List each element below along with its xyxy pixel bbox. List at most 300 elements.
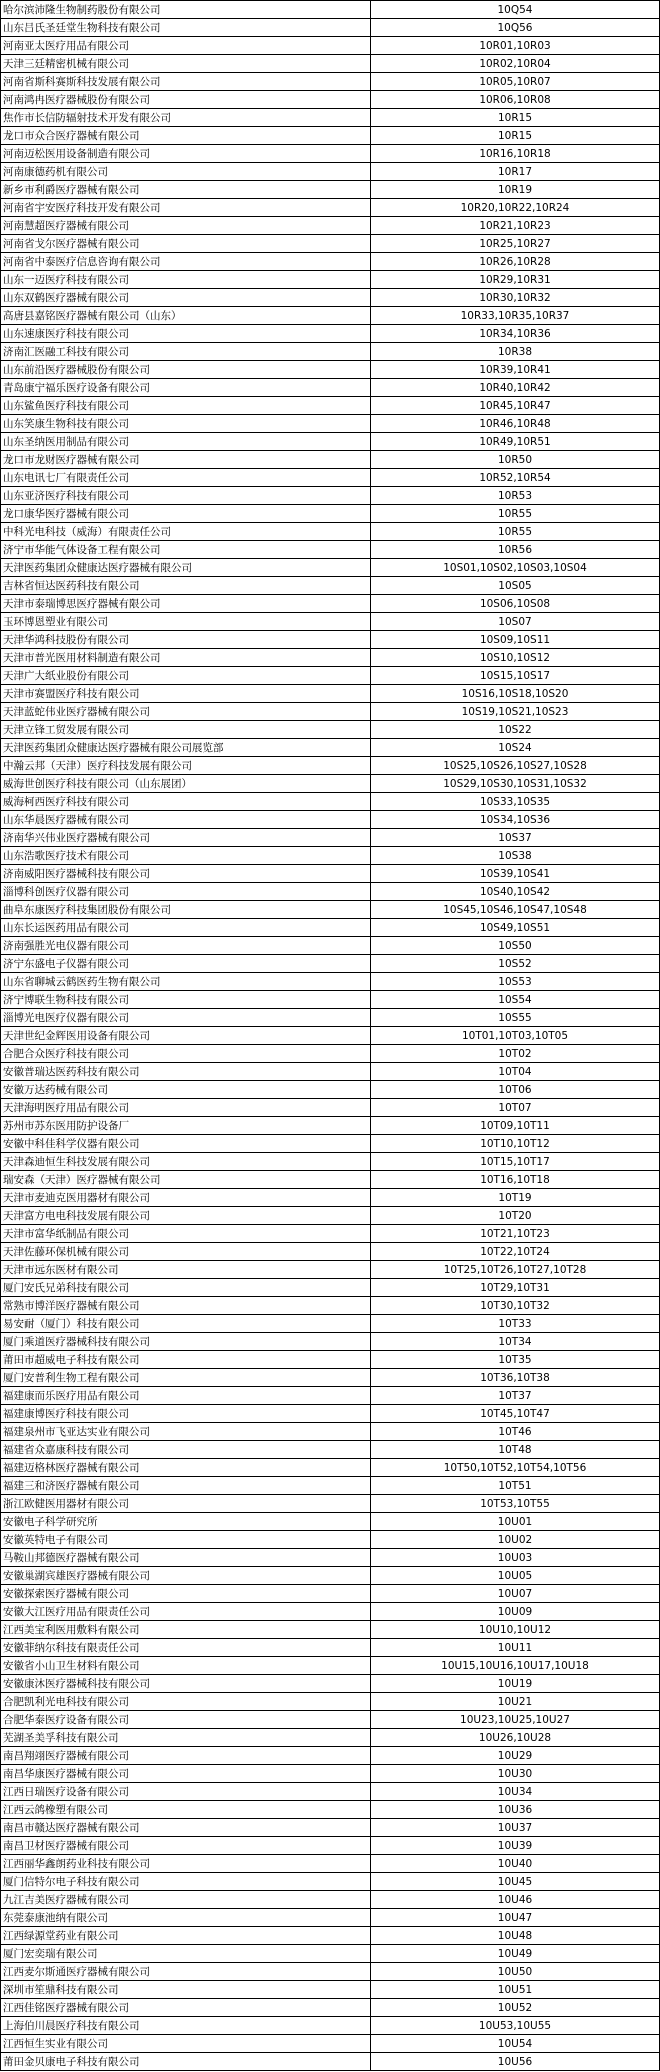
company-name-cell: 安徽康沐医疗器械科技有限公司 (1, 1675, 371, 1693)
company-name-cell: 福建迈格林医疗器械有限公司 (1, 1459, 371, 1477)
company-name-cell: 龙口市龙财医疗器械有限公司 (1, 451, 371, 469)
company-name-cell: 常熟市博洋医疗器械有限公司 (1, 1297, 371, 1315)
booth-number-cell: 10T36,10T38 (371, 1369, 660, 1387)
table-row (1, 2053, 660, 2071)
company-name-cell: 山东一迈医疗科技有限公司 (1, 271, 371, 289)
table-row (1, 289, 660, 307)
company-name-cell: 济宁博联生物科技有限公司 (1, 991, 371, 1009)
table-row (1, 487, 660, 505)
company-name-cell: 山东电讯七厂有限责任公司 (1, 469, 371, 487)
table-row (1, 577, 660, 595)
table-row (1, 325, 660, 343)
booth-number-cell: 10R01,10R03 (371, 37, 660, 55)
table-row (1, 2017, 660, 2035)
booth-number-cell: 10U30 (371, 1765, 660, 1783)
company-name-cell: 苏州市苏东医用防护设备厂 (1, 1117, 371, 1135)
table-row (1, 1855, 660, 1873)
table-row (1, 1207, 660, 1225)
company-name-cell: 天津市麦迪克医用器材有限公司 (1, 1189, 371, 1207)
table-row (1, 523, 660, 541)
company-name-cell: 济南汇医融工科技有限公司 (1, 343, 371, 361)
company-name-cell: 天津市赛盟医疗科技有限公司 (1, 685, 371, 703)
booth-number-cell: 10U29 (371, 1747, 660, 1765)
company-name-cell: 河南亚太医疗用品有限公司 (1, 37, 371, 55)
table-row (1, 217, 660, 235)
company-name-cell: 九江吉美医疗器械有限公司 (1, 1891, 371, 1909)
table-row (1, 469, 660, 487)
company-name-cell: 江西日瑞医疗设备有限公司 (1, 1783, 371, 1801)
booth-number-cell: 10U07 (371, 1585, 660, 1603)
table-row (1, 73, 660, 91)
company-name-cell: 厦门乘道医疗器械科技有限公司 (1, 1333, 371, 1351)
table-row (1, 559, 660, 577)
table-row (1, 865, 660, 883)
table-row (1, 1927, 660, 1945)
booth-number-cell: 10U03 (371, 1549, 660, 1567)
table-row (1, 1801, 660, 1819)
booth-number-cell: 10T09,10T11 (371, 1117, 660, 1135)
company-name-cell: 深圳市笙鼎科技有限公司 (1, 1981, 371, 1999)
table-row (1, 1279, 660, 1297)
table-row (1, 235, 660, 253)
booth-number-cell: 10R02,10R04 (371, 55, 660, 73)
booth-number-cell: 10T10,10T12 (371, 1135, 660, 1153)
table-row (1, 1729, 660, 1747)
company-name-cell: 天津森迪恒生科技发展有限公司 (1, 1153, 371, 1171)
booth-number-cell: 10S39,10S41 (371, 865, 660, 883)
company-name-cell: 南昌华康医疗器械有限公司 (1, 1765, 371, 1783)
table-row (1, 793, 660, 811)
company-name-cell: 济宁东盛电子仪器有限公司 (1, 955, 371, 973)
booth-number-cell: 10U01 (371, 1513, 660, 1531)
table-row (1, 1333, 660, 1351)
company-name-cell: 高唐县嘉铭医疗器械有限公司（山东） (1, 307, 371, 325)
company-name-cell: 山东圣纳医用制品有限公司 (1, 433, 371, 451)
booth-number-cell: 10T25,10T26,10T27,10T28 (371, 1261, 660, 1279)
booth-number-cell: 10U19 (371, 1675, 660, 1693)
booth-number-cell: 10T07 (371, 1099, 660, 1117)
table-row (1, 1765, 660, 1783)
booth-number-cell: 10S49,10S51 (371, 919, 660, 937)
table-row (1, 1675, 660, 1693)
company-name-cell: 龙口市众合医疗器械有限公司 (1, 127, 371, 145)
company-name-cell: 河南迈松医用设备制造有限公司 (1, 145, 371, 163)
booth-number-cell: 10S37 (371, 829, 660, 847)
booth-number-cell: 10U45 (371, 1873, 660, 1891)
company-name-cell: 威海世创医疗科技有限公司（山东展团） (1, 775, 371, 793)
booth-number-cell: 10R49,10R51 (371, 433, 660, 451)
table-row (1, 901, 660, 919)
table-row (1, 1441, 660, 1459)
table-row (1, 271, 660, 289)
table-row (1, 595, 660, 613)
table-row (1, 631, 660, 649)
booth-number-cell: 10R26,10R28 (371, 253, 660, 271)
company-name-cell: 江西美宝利医用敷料有限公司 (1, 1621, 371, 1639)
company-name-cell: 南昌卫材医疗器械有限公司 (1, 1837, 371, 1855)
company-name-cell: 玉环博恩塑业有限公司 (1, 613, 371, 631)
table-row (1, 1459, 660, 1477)
company-name-cell: 济南强胜光电仪器有限公司 (1, 937, 371, 955)
booth-number-cell: 10T37 (371, 1387, 660, 1405)
table-row (1, 1297, 660, 1315)
company-name-cell: 山东浩歌医疗技术有限公司 (1, 847, 371, 865)
booth-number-cell: 10T51 (371, 1477, 660, 1495)
table-row (1, 505, 660, 523)
booth-number-cell: 10S01,10S02,10S03,10S04 (371, 559, 660, 577)
table-row (1, 721, 660, 739)
table-row (1, 1639, 660, 1657)
table-row (1, 1315, 660, 1333)
booth-number-cell: 10U05 (371, 1567, 660, 1585)
table-row (1, 1693, 660, 1711)
company-name-cell: 南昌市赣达医疗器械有限公司 (1, 1819, 371, 1837)
table-row (1, 1837, 660, 1855)
booth-number-cell: 10S25,10S26,10S27,10S28 (371, 757, 660, 775)
company-name-cell: 江西绿源堂药业有限公司 (1, 1927, 371, 1945)
company-name-cell: 天津蓝蛇伟业医疗器械有限公司 (1, 703, 371, 721)
booth-number-cell: 10U39 (371, 1837, 660, 1855)
table-row (1, 1621, 660, 1639)
booth-number-cell: 10U11 (371, 1639, 660, 1657)
booth-number-cell: 10R30,10R32 (371, 289, 660, 307)
booth-number-cell: 10U37 (371, 1819, 660, 1837)
booth-number-cell: 10S10,10S12 (371, 649, 660, 667)
company-name-cell: 东莞泰康池纳有限公司 (1, 1909, 371, 1927)
table-row (1, 1117, 660, 1135)
booth-number-cell: 10S45,10S46,10S47,10S48 (371, 901, 660, 919)
booth-number-cell: 10R40,10R42 (371, 379, 660, 397)
booth-number-cell: 10U52 (371, 1999, 660, 2017)
table-row (1, 181, 660, 199)
booth-number-cell: 10S16,10S18,10S20 (371, 685, 660, 703)
company-name-cell: 马鞍山邦德医疗器械有限公司 (1, 1549, 371, 1567)
booth-number-cell: 10S15,10S17 (371, 667, 660, 685)
booth-number-cell: 10U46 (371, 1891, 660, 1909)
company-name-cell: 福建康博医疗科技有限公司 (1, 1405, 371, 1423)
table-row (1, 451, 660, 469)
table-row (1, 1495, 660, 1513)
table-row (1, 955, 660, 973)
company-name-cell: 山东双鹤医疗器械有限公司 (1, 289, 371, 307)
company-name-cell: 厦门信特尔电子科技有限公司 (1, 1873, 371, 1891)
company-name-cell: 芜湖圣美孚科技有限公司 (1, 1729, 371, 1747)
table-row (1, 415, 660, 433)
table-row (1, 1045, 660, 1063)
company-name-cell: 山东笑康生物科技有限公司 (1, 415, 371, 433)
booth-number-cell: 10S52 (371, 955, 660, 973)
company-name-cell: 天津海明医疗用品有限公司 (1, 1099, 371, 1117)
booth-number-cell: 10S07 (371, 613, 660, 631)
booth-number-cell: 10T01,10T03,10T05 (371, 1027, 660, 1045)
table-row (1, 127, 660, 145)
booth-number-cell: 10S22 (371, 721, 660, 739)
booth-number-cell: 10U23,10U25,10U27 (371, 1711, 660, 1729)
booth-number-cell: 10U48 (371, 1927, 660, 1945)
company-name-cell: 天津市泰瑞博思医疗器械有限公司 (1, 595, 371, 613)
booth-number-cell: 10R29,10R31 (371, 271, 660, 289)
company-name-cell: 江西恒生实业有限公司 (1, 2035, 371, 2053)
booth-number-cell: 10S19,10S21,10S23 (371, 703, 660, 721)
booth-number-cell: 10R21,10R23 (371, 217, 660, 235)
booth-number-cell: 10T50,10T52,10T54,10T56 (371, 1459, 660, 1477)
company-name-cell: 河南康德药机有限公司 (1, 163, 371, 181)
table-row (1, 307, 660, 325)
company-name-cell: 福建康而乐医疗用品有限公司 (1, 1387, 371, 1405)
company-name-cell: 厦门宏奕瑞有限公司 (1, 1945, 371, 1963)
booth-number-cell: 10R19 (371, 181, 660, 199)
booth-number-cell: 10R15 (371, 109, 660, 127)
company-name-cell: 山东吕氏圣廷堂生物科技有限公司 (1, 19, 371, 37)
company-name-cell: 山东速康医疗科技有限公司 (1, 325, 371, 343)
table-row (1, 1387, 660, 1405)
company-name-cell: 天津富方电电科技发展有限公司 (1, 1207, 371, 1225)
table-row (1, 361, 660, 379)
booth-number-cell: 10S55 (371, 1009, 660, 1027)
table-row (1, 1099, 660, 1117)
booth-number-cell: 10T15,10T17 (371, 1153, 660, 1171)
booth-number-cell: 10U15,10U16,10U17,10U18 (371, 1657, 660, 1675)
company-name-cell: 天津广大纸业股份有限公司 (1, 667, 371, 685)
table-row (1, 1567, 660, 1585)
table-row (1, 1135, 660, 1153)
table-row (1, 379, 660, 397)
table-row (1, 739, 660, 757)
table-row (1, 1351, 660, 1369)
booth-number-cell: 10S06,10S08 (371, 595, 660, 613)
table-row (1, 1225, 660, 1243)
company-name-cell: 安徽菲纳尔科技有限责任公司 (1, 1639, 371, 1657)
table-body (1, 1, 660, 2071)
booth-number-cell: 10R45,10R47 (371, 397, 660, 415)
table-row (1, 1171, 660, 1189)
booth-number-cell: 10T33 (371, 1315, 660, 1333)
company-name-cell: 山东前沿医疗器械股份有限公司 (1, 361, 371, 379)
company-name-cell: 威海柯西医疗科技有限公司 (1, 793, 371, 811)
table-row (1, 19, 660, 37)
company-name-cell: 河南省戈尔医疗器械有限公司 (1, 235, 371, 253)
booth-number-cell: 10U02 (371, 1531, 660, 1549)
booth-number-cell: 10U53,10U55 (371, 2017, 660, 2035)
table-row (1, 1963, 660, 1981)
table-row (1, 1063, 660, 1081)
company-name-cell: 瑞安森（天津）医疗器械有限公司 (1, 1171, 371, 1189)
booth-number-cell: 10R52,10R54 (371, 469, 660, 487)
table-row (1, 811, 660, 829)
company-name-cell: 吉林省恒达医药科技有限公司 (1, 577, 371, 595)
table-row (1, 991, 660, 1009)
company-name-cell: 安徽万达药械有限公司 (1, 1081, 371, 1099)
table-row (1, 1531, 660, 1549)
booth-number-cell: 10T30,10T32 (371, 1297, 660, 1315)
company-name-cell: 青岛康宁福乐医疗设备有限公司 (1, 379, 371, 397)
company-name-cell: 河南省宇安医疗科技开发有限公司 (1, 199, 371, 217)
company-name-cell: 哈尔滨沛隆生物制药股份有限公司 (1, 1, 371, 19)
booth-number-cell: 10R06,10R08 (371, 91, 660, 109)
company-name-cell: 山东鲨鱼医疗科技有限公司 (1, 397, 371, 415)
company-name-cell: 河南省中泰医疗信息咨询有限公司 (1, 253, 371, 271)
booth-number-cell: 10T02 (371, 1045, 660, 1063)
booth-number-cell: 10T29,10T31 (371, 1279, 660, 1297)
booth-number-cell: 10Q54 (371, 1, 660, 19)
table-row (1, 1261, 660, 1279)
table-row (1, 1243, 660, 1261)
company-name-cell: 安徽普瑞达医药科技有限公司 (1, 1063, 371, 1081)
booth-number-cell: 10R05,10R07 (371, 73, 660, 91)
company-name-cell: 淄博光电医疗仪器有限公司 (1, 1009, 371, 1027)
booth-number-cell: 10S33,10S35 (371, 793, 660, 811)
table-row (1, 1081, 660, 1099)
table-row (1, 55, 660, 73)
company-name-cell: 中科光电科技（威海）有限责任公司 (1, 523, 371, 541)
table-row (1, 343, 660, 361)
company-name-cell: 上海伯川晨医疗科技有限公司 (1, 2017, 371, 2035)
company-name-cell: 山东省聊城云鹤医药生物有限公司 (1, 973, 371, 991)
booth-number-cell: 10T53,10T55 (371, 1495, 660, 1513)
booth-number-cell: 10R46,10R48 (371, 415, 660, 433)
table-row (1, 1189, 660, 1207)
company-name-cell: 天津华鸿科技股份有限公司 (1, 631, 371, 649)
company-name-cell: 厦门安普利生物工程有限公司 (1, 1369, 371, 1387)
booth-number-cell: 10U49 (371, 1945, 660, 1963)
company-name-cell: 河南鸿冉医疗器械股份有限公司 (1, 91, 371, 109)
table-row (1, 919, 660, 937)
company-name-cell: 河南省斯科赛斯科技发展有限公司 (1, 73, 371, 91)
table-row (1, 199, 660, 217)
booth-number-cell: 10T45,10T47 (371, 1405, 660, 1423)
company-name-cell: 淄博科创医疗仪器有限公司 (1, 883, 371, 901)
booth-number-cell: 10U54 (371, 2035, 660, 2053)
company-name-cell: 安徽中科佳科学仪器有限公司 (1, 1135, 371, 1153)
company-name-cell: 山东长运医药用品有限公司 (1, 919, 371, 937)
company-name-cell: 福建三和济医疗器械有限公司 (1, 1477, 371, 1495)
booth-number-cell: 10R16,10R18 (371, 145, 660, 163)
table-row (1, 1999, 660, 2017)
booth-number-cell: 10R25,10R27 (371, 235, 660, 253)
booth-number-cell: 10S09,10S11 (371, 631, 660, 649)
company-name-cell: 天津市富华纸制品有限公司 (1, 1225, 371, 1243)
table-row (1, 1009, 660, 1027)
booth-number-cell: 10U56 (371, 2053, 660, 2071)
table-row (1, 1513, 660, 1531)
table-row (1, 1027, 660, 1045)
company-name-cell: 合肥合众医疗科技有限公司 (1, 1045, 371, 1063)
booth-number-cell: 10T20 (371, 1207, 660, 1225)
booth-number-cell: 10S54 (371, 991, 660, 1009)
booth-number-cell: 10U40 (371, 1855, 660, 1873)
table-row (1, 2035, 660, 2053)
company-name-cell: 济南威阳医疗器械科技有限公司 (1, 865, 371, 883)
table-row (1, 397, 660, 415)
booth-number-cell: 10U34 (371, 1783, 660, 1801)
table-row (1, 1153, 660, 1171)
table-row (1, 1711, 660, 1729)
booth-number-cell: 10R34,10R36 (371, 325, 660, 343)
company-name-cell: 山东亚济医疗科技有限公司 (1, 487, 371, 505)
company-name-cell: 安徽电子科学研究所 (1, 1513, 371, 1531)
booth-number-cell: 10Q56 (371, 19, 660, 37)
booth-number-cell: 10T16,10T18 (371, 1171, 660, 1189)
table-row (1, 1981, 660, 1999)
table-row (1, 937, 660, 955)
booth-number-cell: 10U21 (371, 1693, 660, 1711)
booth-number-cell: 10T48 (371, 1441, 660, 1459)
table-row (1, 145, 660, 163)
booth-number-cell: 10U47 (371, 1909, 660, 1927)
table-row (1, 1549, 660, 1567)
table-row (1, 1405, 660, 1423)
company-name-cell: 天津佐藤环保机械有限公司 (1, 1243, 371, 1261)
table-row (1, 847, 660, 865)
table-row (1, 1603, 660, 1621)
company-name-cell: 济宁市华能气体设备工程有限公司 (1, 541, 371, 559)
company-name-cell: 济南华兴伟业医疗器械有限公司 (1, 829, 371, 847)
booth-number-cell: 10T35 (371, 1351, 660, 1369)
booth-number-cell: 10T21,10T23 (371, 1225, 660, 1243)
company-name-cell: 厦门安氏兄弟科技有限公司 (1, 1279, 371, 1297)
table-row (1, 775, 660, 793)
company-name-cell: 易安耐（厦门）科技有限公司 (1, 1315, 371, 1333)
table-row (1, 1657, 660, 1675)
table-row (1, 1909, 660, 1927)
company-name-cell: 天津市远东医材有限公司 (1, 1261, 371, 1279)
company-name-cell: 莆田金贝康电子科技有限公司 (1, 2053, 371, 2071)
company-name-cell: 中瀚云邦（天津）医疗科技发展有限公司 (1, 757, 371, 775)
company-name-cell: 天津立锋工贸发展有限公司 (1, 721, 371, 739)
booth-number-cell: 10T04 (371, 1063, 660, 1081)
company-name-cell: 天津世纪金辉医用设备有限公司 (1, 1027, 371, 1045)
company-name-cell: 江西佳铭医疗器械有限公司 (1, 1999, 371, 2017)
table-row (1, 1423, 660, 1441)
table-row (1, 1873, 660, 1891)
booth-number-cell: 10T34 (371, 1333, 660, 1351)
booth-number-cell: 10S05 (371, 577, 660, 595)
table-row (1, 37, 660, 55)
company-name-cell: 江西丽华鑫朗药业科技有限公司 (1, 1855, 371, 1873)
table-row (1, 253, 660, 271)
table-row (1, 1819, 660, 1837)
table-row (1, 703, 660, 721)
booth-number-cell: 10R56 (371, 541, 660, 559)
booth-number-cell: 10R20,10R22,10R24 (371, 199, 660, 217)
table-row (1, 1747, 660, 1765)
table-row (1, 1945, 660, 1963)
table-row (1, 1783, 660, 1801)
company-name-cell: 安徽探索医疗器械有限公司 (1, 1585, 371, 1603)
company-name-cell: 曲阜东康医疗科技集团股份有限公司 (1, 901, 371, 919)
booth-number-cell: 10S50 (371, 937, 660, 955)
table-row (1, 1585, 660, 1603)
table-row (1, 829, 660, 847)
company-name-cell: 莆田市超威电子科技有限公司 (1, 1351, 371, 1369)
booth-number-cell: 10U10,10U12 (371, 1621, 660, 1639)
booth-number-cell: 10U51 (371, 1981, 660, 1999)
company-name-cell: 天津三廷精密机械有限公司 (1, 55, 371, 73)
table-row (1, 1369, 660, 1387)
company-name-cell: 浙江欧健医用器材有限公司 (1, 1495, 371, 1513)
table-row (1, 973, 660, 991)
company-name-cell: 南昌翔翊医疗器械有限公司 (1, 1747, 371, 1765)
company-name-cell: 合肥华泰医疗设备有限公司 (1, 1711, 371, 1729)
booth-number-cell: 10S29,10S30,10S31,10S32 (371, 775, 660, 793)
booth-number-cell: 10R38 (371, 343, 660, 361)
company-name-cell: 江西云鸽橡塑有限公司 (1, 1801, 371, 1819)
booth-number-cell: 10S38 (371, 847, 660, 865)
company-name-cell: 合肥凯利光电科技有限公司 (1, 1693, 371, 1711)
booth-number-cell: 10R15 (371, 127, 660, 145)
company-name-cell: 山东华晨医疗器械有限公司 (1, 811, 371, 829)
company-name-cell: 安徽大江医疗用品有限责任公司 (1, 1603, 371, 1621)
